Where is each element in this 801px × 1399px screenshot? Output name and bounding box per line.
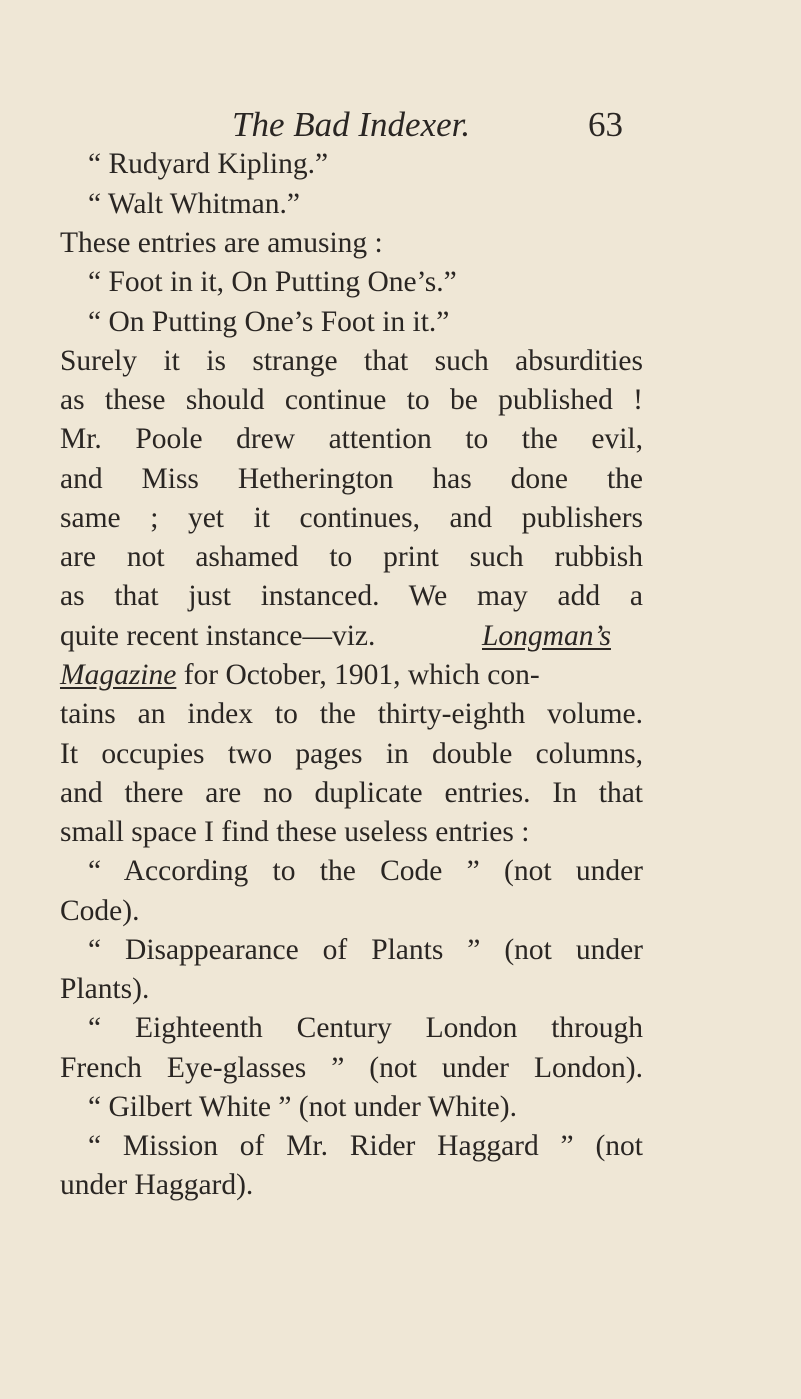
text-line: “ Disappearance of Plants ” (not under bbox=[88, 934, 643, 966]
text-line: It occupies two pages in double columns, bbox=[60, 738, 643, 770]
text-line: “ Rudyard Kipling.” bbox=[88, 148, 329, 180]
text-line: small space I find these useless entries : bbox=[60, 816, 530, 848]
text-line: “ According to the Code ” (not under bbox=[88, 855, 643, 887]
text-line: Surely it is strange that such absurdities bbox=[60, 345, 643, 377]
text-line: “ Walt Whitman.” bbox=[88, 188, 300, 220]
text-line: “ Foot in it, On Putting One’s.” bbox=[88, 266, 457, 298]
running-head bbox=[232, 100, 652, 150]
text-line: under Haggard). bbox=[60, 1169, 254, 1201]
text-line: Mr. Poole drew attention to the evil, bbox=[60, 423, 643, 455]
text-line: and Miss Hetherington has done the bbox=[60, 463, 643, 495]
text-line: are not ashamed to print such rubbish bbox=[60, 541, 643, 573]
page-number: 63 bbox=[588, 105, 623, 144]
text-line: quite recent instance—viz. bbox=[60, 620, 376, 652]
text-line: These entries are amusing : bbox=[60, 227, 383, 259]
text-line: “ Mission of Mr. Rider Haggard ” (not bbox=[88, 1130, 643, 1162]
magazine-title-part1: Longman’s bbox=[482, 620, 611, 652]
text-line: tains an index to the thirty-eighth volume. bbox=[60, 698, 643, 730]
text-line: “ Gilbert White ” (not under White). bbox=[88, 1091, 517, 1123]
text-span: for October, 1901, which con- bbox=[176, 659, 540, 691]
magazine-title-part2: Magazine bbox=[60, 659, 177, 691]
text-line: Plants). bbox=[60, 973, 150, 1005]
text-line: “ Eighteenth Century London through bbox=[88, 1012, 643, 1044]
text-line: as that just instanced. We may add a bbox=[60, 580, 643, 612]
text-line: and there are no duplicate entries. In that bbox=[60, 777, 643, 809]
running-title: The Bad Indexer. bbox=[232, 105, 471, 144]
text-line: as these should continue to be published ! bbox=[60, 384, 643, 416]
text-line: “ On Putting One’s Foot in it.” bbox=[88, 306, 450, 338]
text-line bbox=[60, 655, 540, 695]
text-line: Code). bbox=[60, 895, 140, 927]
text-line: French Eye-glasses ” (not under London). bbox=[60, 1052, 643, 1084]
text-line: same ; yet it continues, and publishers bbox=[60, 502, 643, 534]
